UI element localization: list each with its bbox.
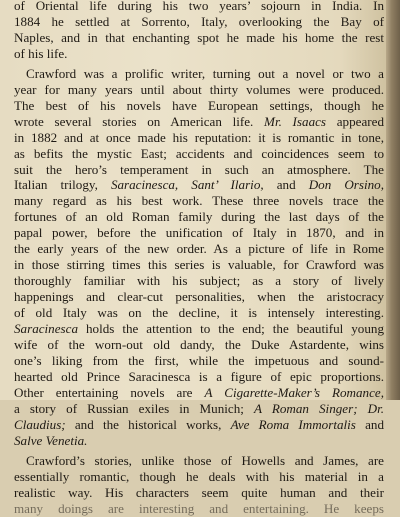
text-line [14, 98, 384, 114]
text-line [14, 501, 384, 517]
text-line [14, 225, 384, 241]
text-line [14, 289, 384, 305]
text-segment: realistic way. His characters seem quite human and their [14, 484, 384, 500]
text-line [14, 273, 384, 289]
text-line [14, 146, 384, 162]
text-line [14, 369, 384, 385]
text-line [14, 453, 384, 469]
text-segment: a story of Russian exiles in Munich; [14, 400, 254, 416]
text-line [14, 14, 384, 30]
text-line [14, 417, 384, 433]
text-line [14, 162, 384, 178]
italic-title: Saracinesca, Sant’ Ilario, [110, 177, 264, 193]
text-segment: appeared [326, 113, 384, 129]
text-segment: wrote several stories on American life. [14, 113, 265, 129]
text-segment: and the historical works, [65, 416, 231, 432]
italic-title: Claudius; [14, 416, 66, 432]
text-line [14, 209, 384, 225]
text-segment: and [263, 177, 309, 193]
text-line [14, 82, 384, 98]
text-line [14, 177, 384, 193]
text-segment: year for many years until about thirty volumes were produced. [14, 81, 384, 97]
text-line [14, 353, 384, 369]
italic-title: Mr. Isaacs [264, 113, 327, 129]
text-segment: essentially romantic, though he deals with his material in a [14, 468, 384, 484]
italic-title: Ave Roma Immortalis [230, 416, 356, 432]
text-line [14, 130, 384, 146]
text-line [14, 337, 384, 353]
italic-title: A Roman Singer; Dr. [254, 400, 384, 416]
text-segment: wife of the worn-out old dandy, the Duke Astardente, wins [14, 337, 384, 353]
text-line [14, 401, 384, 417]
text-segment: many doings are interesting and entertaining. He keeps [14, 500, 384, 516]
text-segment: Crawford’s stories, unlike those of Howells and James, are [26, 452, 384, 468]
text-line [14, 30, 384, 46]
text-segment: Italian trilogy, [14, 177, 111, 193]
text-line [14, 469, 384, 485]
page-edge-shadow [386, 0, 400, 400]
text-segment: suit the hero’s temperament in such an atmosphere. The [14, 161, 384, 177]
text-line [14, 0, 384, 14]
text-line [14, 193, 384, 209]
text-segment: papal power, before the unification of Italy in 1870, and in [14, 225, 384, 241]
text-line [14, 257, 384, 273]
text-segment: as befits the mystic East; accidents and coincidences seem to [14, 145, 384, 161]
body-text [14, 0, 384, 517]
italic-title: Don Orsino, [308, 177, 384, 193]
text-line [14, 321, 384, 337]
text-segment: of old Italy was on the decline, it is intensely interesting. [14, 305, 384, 321]
text-segment: thoroughly familiar with his subject; as a story of lively [14, 273, 384, 289]
italic-title: Saracinesca [14, 321, 78, 337]
text-segment: and [355, 416, 384, 432]
text-line [14, 433, 384, 449]
text-segment: Crawford was a prolific writer, turning out a novel or two a [26, 65, 384, 81]
text-segment: of his life. [14, 45, 68, 61]
text-segment: in 1882 and at once made his reputation: it is romantic in tone, [14, 129, 384, 145]
text-line [14, 241, 384, 257]
text-line [14, 46, 384, 62]
text-line [14, 66, 384, 82]
text-segment: Naples, and in that enchanting spot he made his home the rest [14, 29, 384, 45]
italic-title: Salve Venetia. [14, 432, 88, 448]
text-segment: many regard as his best work. These three novels trace the [14, 193, 384, 209]
text-line [14, 305, 384, 321]
text-segment: the early years of the new order. As a picture of life in Rome [14, 241, 384, 257]
text-line [14, 485, 384, 501]
text-segment: The best of his novels have European settings, though he [14, 97, 384, 113]
text-segment: hearted old Prince Saracinesca is a figure of epic proportions. [14, 368, 384, 384]
text-segment: fortunes of an old Roman family during the last days of the [14, 209, 384, 225]
text-line [14, 385, 384, 401]
text-segment: Other entertaining novels are [14, 384, 205, 400]
text-segment: holds the attention to the end; the beautiful young [78, 321, 384, 337]
text-segment: happenings and clear-cut personalities, when the aristocracy [14, 289, 384, 305]
text-segment: one’s liking from the first, while the impetuous and sound- [14, 352, 384, 368]
italic-title: A Cigarette-Maker’s Romance, [204, 384, 384, 400]
text-segment: in those stirring times this series is valuable, for Crawford was [14, 257, 384, 273]
text-segment: of Oriental life during his two years’ sojourn in India. In [14, 0, 384, 13]
text-segment: 1884 he settled at Sorrento, Italy, overlooking the Bay of [14, 13, 384, 29]
text-line [14, 114, 384, 130]
